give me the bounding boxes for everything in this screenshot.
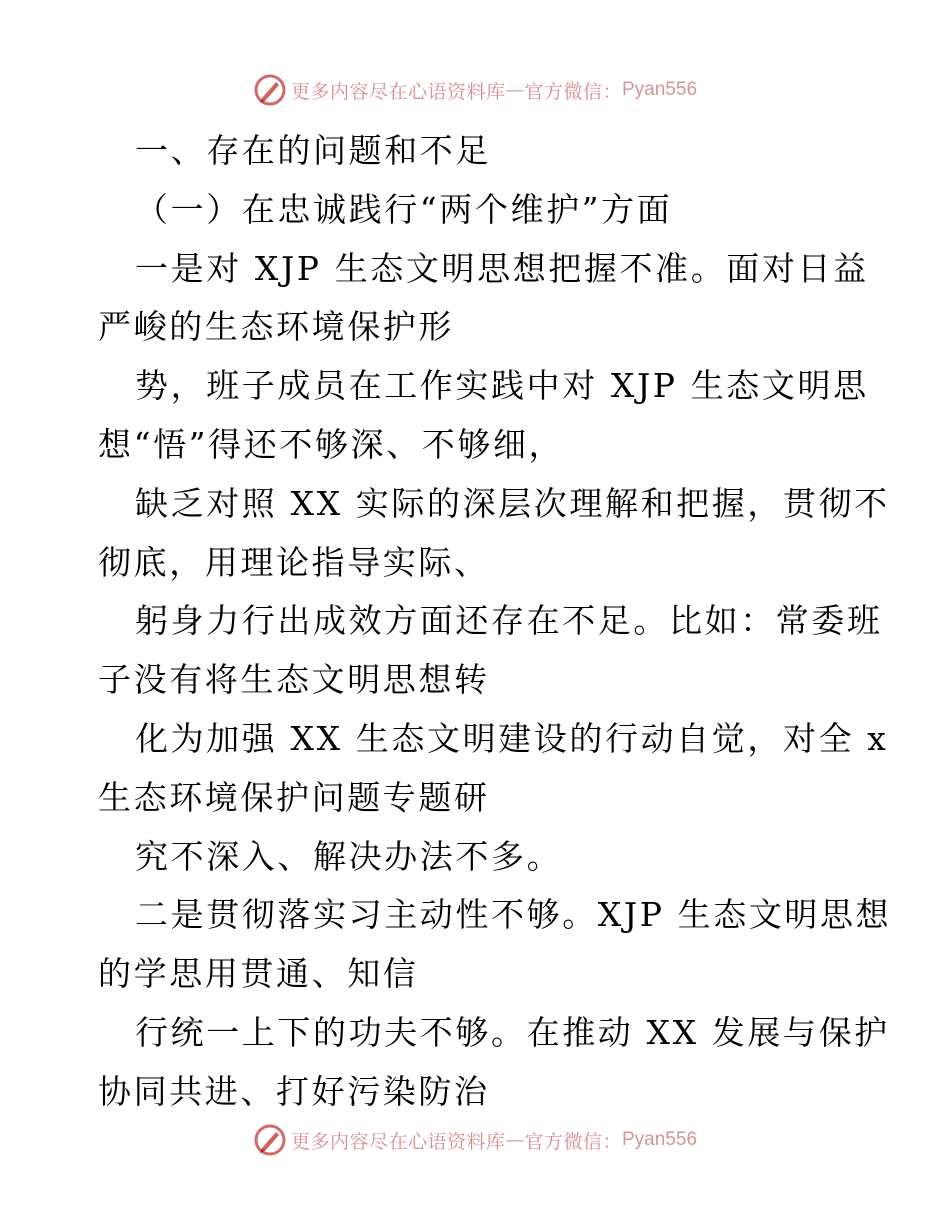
paragraph-line: 严峻的生态环境保护形 [98, 307, 454, 347]
paragraph-line: 化为加强 XX 生态文明建设的行动自觉，对全 x [135, 718, 889, 758]
pen-logo-icon [253, 1123, 287, 1157]
footer-watermark [0, 1120, 950, 1160]
section-heading: 一、存在的问题和不足 [135, 131, 491, 170]
paragraph-line: 行统一上下的功夫不够。在推动 XX 发展与保护 [135, 1012, 890, 1052]
paragraph-line: 一是对 XJP 生态文明思想把握不准。面对日益 [135, 248, 869, 288]
paragraph-line: 彻底，用理论指导实际、 [98, 542, 490, 582]
watermark-separator: — [505, 1129, 525, 1151]
paragraph-line: 缺乏对照 XX 实际的深层次理解和把握，贯彻不 [135, 483, 890, 523]
watermark-wechat-id: Pyan556 [622, 79, 698, 100]
subsection-heading: （一）在忠诚践行“两个维护”方面 [135, 189, 673, 229]
pen-logo-icon [253, 73, 287, 107]
watermark-separator: — [505, 79, 525, 101]
paragraph-line: 子没有将生态文明思想转 [98, 660, 490, 700]
header-watermark [0, 70, 950, 110]
watermark-label: 官方微信： [524, 1130, 622, 1153]
paragraph-line: 的学思用贯通、知信 [98, 954, 419, 994]
body-text [98, 122, 892, 1122]
paragraph-line: 势，班子成员在工作实践中对 XJP 生态文明思 [135, 366, 869, 406]
watermark-main-text: 更多内容尽在心语资料库 [290, 80, 506, 103]
watermark-main-text: 更多内容尽在心语资料库 [290, 1130, 506, 1153]
paragraph-line: 生态环境保护问题专题研 [98, 777, 490, 817]
paragraph-line: 想“悟”得还不够深、不够细， [98, 424, 565, 464]
paragraph-line: 究不深入、解决办法不多。 [135, 836, 563, 876]
paragraph-line: 二是贯彻落实习主动性不够。XJP 生态文明思想 [135, 895, 892, 935]
paragraph-line: 协同共进、打好污染防治 [98, 1071, 490, 1111]
watermark-wechat-id: Pyan556 [622, 1129, 698, 1150]
paragraph-line: 躬身力行出成效方面还存在不足。比如：常委班 [135, 601, 883, 641]
watermark-label: 官方微信： [524, 80, 622, 103]
